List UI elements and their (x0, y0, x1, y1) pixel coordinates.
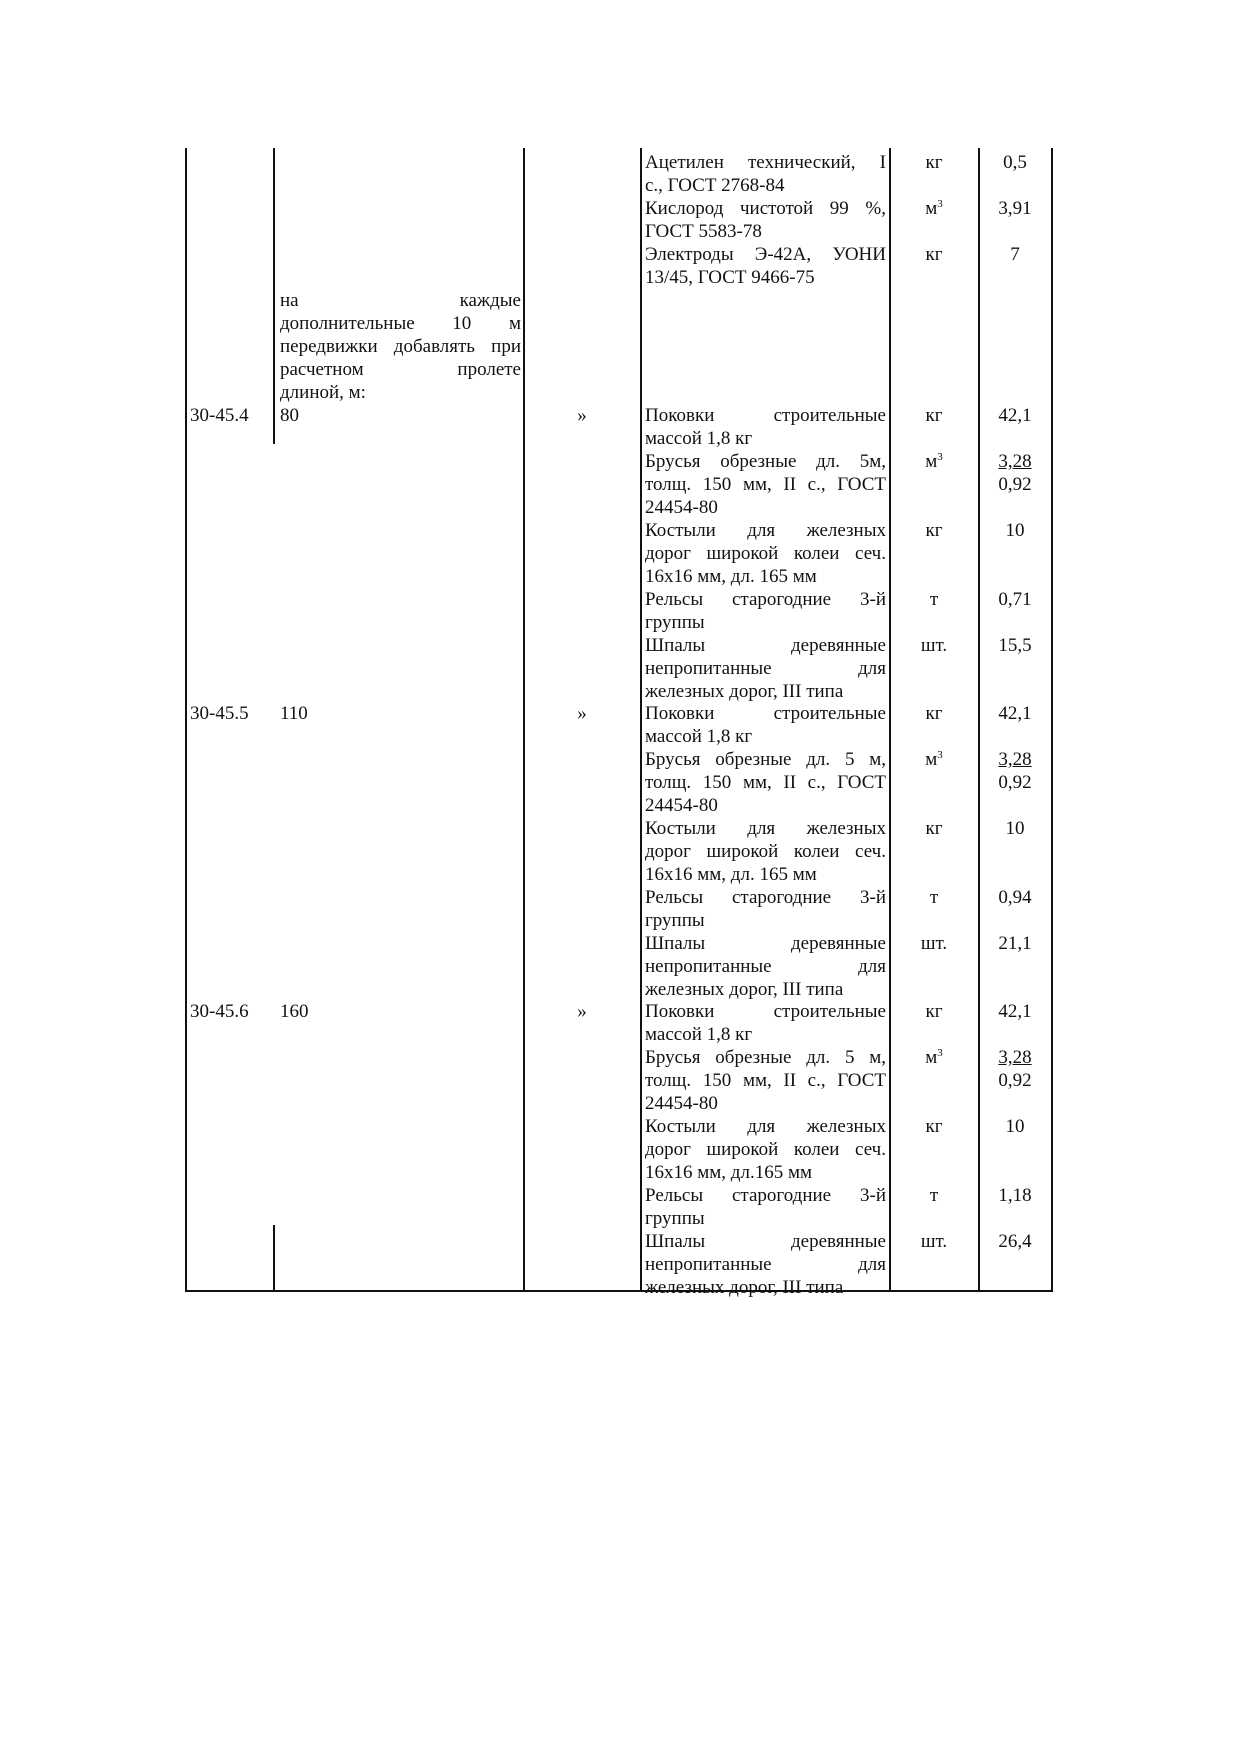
material-name: Шпалы деревянные непропитанные для железных дорог, III типа (645, 1231, 886, 1298)
material-name: Поковки строительные массой 1,8 кг (645, 405, 886, 449)
material-name: Рельсы старогодние 3-й группы (645, 589, 886, 633)
quantity-cell: 3,28 (998, 1047, 1032, 1068)
row-mark: » (577, 405, 587, 426)
unit-cell: $м^3$ (925, 198, 943, 219)
quantity-cell-secondary: 0,92 (998, 772, 1032, 793)
material-name: Шпалы деревянные непропитанные для железных дорог, III типа (645, 933, 886, 1000)
material-name: Костыли для железных дорог широкой колеи сеч. 16х16 мм, дл. 165 мм (645, 818, 886, 885)
unit-cell: кг (925, 244, 943, 265)
quantity-cell: 10 (1005, 1116, 1025, 1137)
quantity-cell: 21,1 (998, 933, 1032, 954)
row-mark: » (577, 1001, 587, 1022)
material-name: Брусья обрезные дл. 5 м, толщ. 150 мм, II с., ГОСТ 24454-80 (645, 749, 886, 816)
material-name: Шпалы деревянные непропитанные для железных дорог, III типа (645, 635, 886, 702)
quantity-cell: 42,1 (998, 405, 1032, 426)
unit-superscript: 3 (937, 198, 943, 210)
unit-cell: кг (925, 703, 943, 724)
material-name: Электроды Э-42А, УОНИ 13/45, ГОСТ 9466-75 (645, 244, 886, 288)
material-name: Кислород чистотой 99 %, ГОСТ 5583-78 (645, 198, 886, 242)
column-rule-right (1051, 148, 1053, 1291)
quantity-cell: 10 (1005, 818, 1025, 839)
material-name: Поковки строительные массой 1,8 кг (645, 1001, 886, 1045)
unit-superscript: 3 (937, 749, 943, 761)
unit-cell: шт. (920, 1231, 948, 1252)
unit-cell: кг (925, 818, 943, 839)
material-name: Ацетилен технический, I с., ГОСТ 2768-84 (645, 152, 886, 196)
unit-cell: т (929, 887, 939, 908)
row-code: 30-45.4 (190, 405, 249, 426)
unit-superscript: 3 (937, 1047, 943, 1059)
quantity-cell: 3,28 (998, 451, 1032, 472)
column-rule-code-lower (273, 1225, 275, 1291)
quantity-cell: 0,5 (1003, 152, 1027, 173)
unit-cell: т (929, 1185, 939, 1206)
quantity-cell: 42,1 (998, 703, 1032, 724)
unit-cell: кг (925, 405, 943, 426)
quantity-cell: 3,91 (998, 198, 1032, 219)
quantity-cell: 0,71 (998, 589, 1032, 610)
quantity-cell: 42,1 (998, 1001, 1032, 1022)
unit-cell: $м^3$ (925, 749, 943, 770)
material-name: Поковки строительные массой 1,8 кг (645, 703, 886, 747)
quantity-cell: 1,18 (998, 1185, 1032, 1206)
row-length: 80 (280, 405, 299, 426)
unit-cell: кг (925, 1116, 943, 1137)
material-name: Рельсы старогодние 3-й группы (645, 1185, 886, 1229)
quantity-cell-secondary: 0,92 (998, 1070, 1032, 1091)
column-rule-left (185, 148, 187, 1291)
column-rule-material (889, 148, 891, 1291)
material-name: Брусья обрезные дл. 5м, толщ. 150 мм, II с., ГОСТ 24454-80 (645, 451, 886, 518)
quantity-cell-secondary: 0,92 (998, 474, 1032, 495)
row-code: 30-45.6 (190, 1001, 249, 1022)
quantity-cell: 10 (1005, 520, 1025, 541)
row-code: 30-45.5 (190, 703, 249, 724)
unit-cell: кг (925, 520, 943, 541)
quantity-cell: 7 (1010, 244, 1020, 265)
unit-cell: кг (925, 1001, 943, 1022)
unit-cell: $м^3$ (925, 1047, 943, 1068)
column-rule-mark (640, 148, 642, 1291)
material-name: Рельсы старогодние 3-й группы (645, 887, 886, 931)
column-rule-desc (523, 148, 525, 1291)
material-name: Костыли для железных дорог широкой колеи сеч. 16х16 мм, дл.165 мм (645, 1116, 886, 1183)
unit-cell: шт. (920, 635, 948, 656)
unit-cell: кг (925, 152, 943, 173)
quantity-cell: 26,4 (998, 1231, 1032, 1252)
table-bottom-rule (185, 1290, 1053, 1292)
row-mark: » (577, 703, 587, 724)
unit-cell: т (929, 589, 939, 610)
unit-cell: $м^3$ (925, 451, 943, 472)
unit-superscript: 3 (937, 451, 943, 463)
row-length: 160 (280, 1001, 309, 1022)
unit-cell: шт. (920, 933, 948, 954)
quantity-cell: 0,94 (998, 887, 1032, 908)
row-length: 110 (280, 703, 308, 724)
quantity-cell: 3,28 (998, 749, 1032, 770)
intro-note: на каждые дополнительные 10 м передвижки добавлять при расчетном пролете длиной, м: (280, 290, 521, 403)
column-rule-unit (978, 148, 980, 1291)
material-name: Брусья обрезные дл. 5 м, толщ. 150 мм, II с., ГОСТ 24454-80 (645, 1047, 886, 1114)
material-name: Костыли для железных дорог широкой колеи сеч. 16х16 мм, дл. 165 мм (645, 520, 886, 587)
column-rule-code (273, 148, 275, 444)
quantity-cell: 15,5 (998, 635, 1032, 656)
